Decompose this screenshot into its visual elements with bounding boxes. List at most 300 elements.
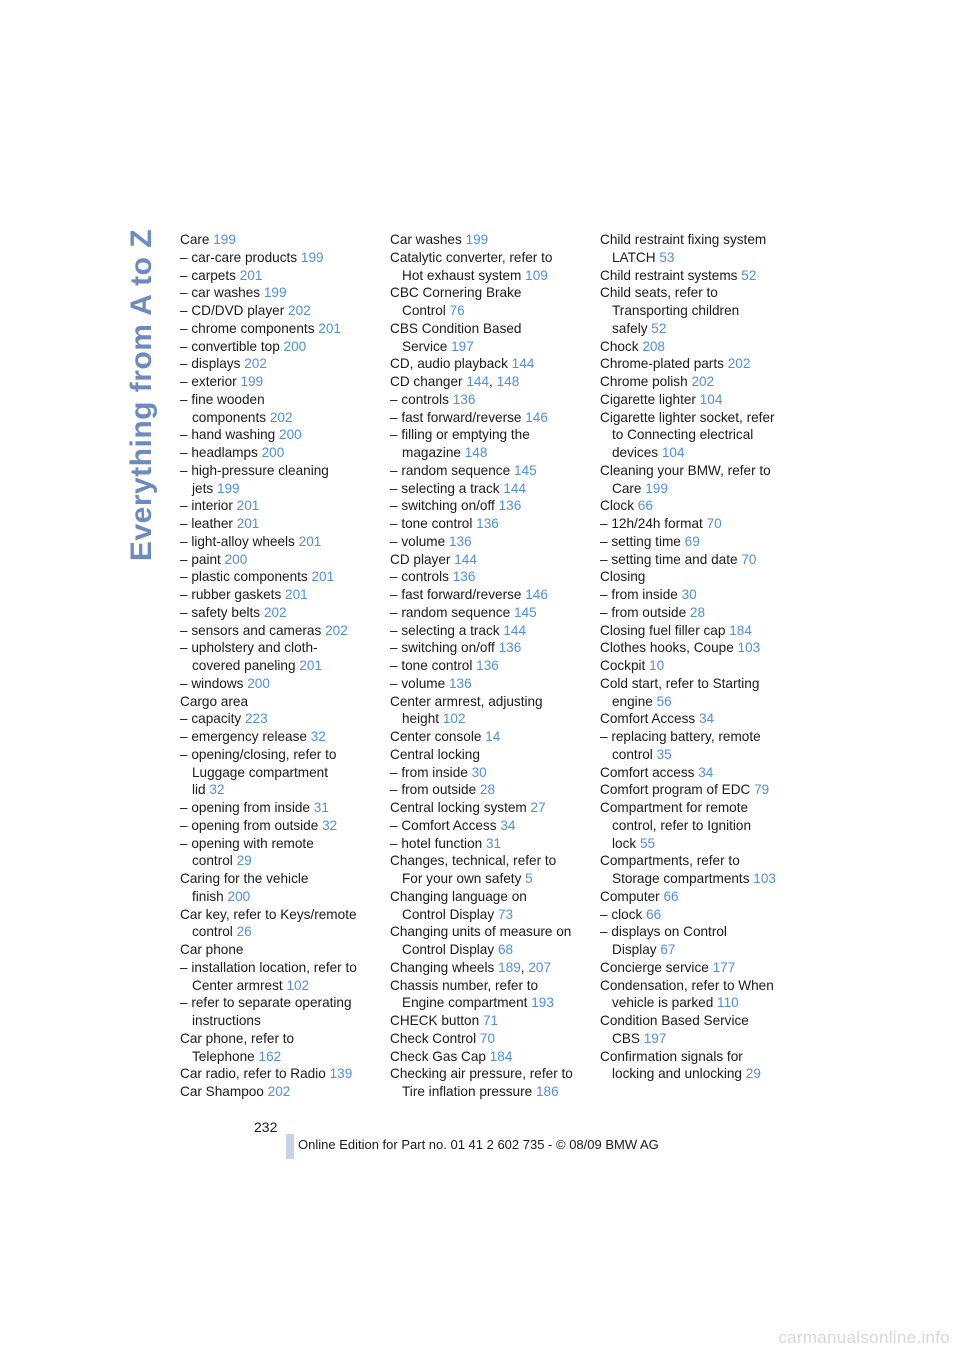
- page-link[interactable]: 79: [754, 782, 770, 798]
- page-link[interactable]: 201: [285, 587, 308, 602]
- watermark: carmanualsonline.info: [778, 1328, 950, 1347]
- index-entry-text: Child seats, refer to: [600, 285, 718, 301]
- index-entry-text: Check Gas Cap: [390, 1048, 486, 1064]
- page-link[interactable]: 32: [310, 729, 326, 744]
- index-entry-text: Care: [612, 480, 642, 496]
- index-entry-text: Cigarette lighter socket, refer: [600, 409, 775, 425]
- index-entry-text: – plastic components: [180, 569, 308, 585]
- index-entry: [180, 906, 380, 942]
- page-link[interactable]: 136: [498, 640, 522, 656]
- index-entry-text: Compartments, refer to: [600, 853, 740, 869]
- page-link[interactable]: 103: [737, 640, 761, 656]
- index-entry-line: [180, 693, 380, 711]
- index-entry-line: [390, 586, 590, 604]
- page-link[interactable]: 144: [466, 374, 490, 389]
- index-entry-text: – headlamps: [180, 445, 258, 460]
- index-entry-line: [180, 1065, 380, 1083]
- index-entry-line: [390, 1048, 590, 1066]
- index-entry-text: – CD/DVD player: [180, 303, 285, 318]
- page-link[interactable]: 193: [531, 995, 554, 1011]
- page-link[interactable]: 202: [691, 374, 715, 389]
- index-entry: [390, 320, 590, 356]
- page-link[interactable]: 202: [288, 303, 311, 318]
- index-entry-line: [180, 675, 380, 693]
- page-link[interactable]: 55: [639, 835, 656, 851]
- index-entry-text: Car key, refer to Keys/remote: [180, 906, 357, 922]
- index-entry-line: [390, 231, 590, 249]
- index-entry-line: [390, 1030, 590, 1048]
- page-link[interactable]: 201: [298, 533, 322, 549]
- page-link[interactable]: 28: [689, 604, 706, 620]
- index-entry-line: [600, 284, 800, 302]
- index-entry: [600, 515, 800, 533]
- index-entry-line: [390, 551, 590, 569]
- page-link[interactable]: 202: [269, 409, 293, 425]
- index-entry-text: Engine compartment: [402, 995, 528, 1011]
- index-entry-text: Confirmation signals for: [600, 1048, 743, 1064]
- index-entry-text: Car washes: [390, 232, 462, 247]
- index-entry-line: [600, 870, 800, 888]
- index-entry-text: CBC Cornering Brake: [390, 285, 522, 301]
- page-link[interactable]: 201: [236, 498, 260, 514]
- index-entry-line: [600, 586, 800, 604]
- page-link[interactable]: 189: [498, 959, 521, 975]
- page-link[interactable]: 28: [479, 782, 496, 798]
- index-entry-line: [180, 462, 380, 480]
- index-entry: [390, 533, 590, 551]
- index-entry: [180, 799, 380, 817]
- index-entry-text: control: [192, 853, 233, 869]
- index-entry-line: [600, 906, 800, 924]
- page-link[interactable]: 144: [503, 622, 527, 638]
- index-entry: [600, 657, 800, 675]
- index-entry-line: [180, 710, 380, 728]
- index-entry-line: [600, 568, 800, 586]
- index-entry: [600, 888, 800, 906]
- index-entry-line: [180, 977, 380, 995]
- page-link[interactable]: 35: [656, 746, 672, 762]
- page-link[interactable]: 136: [476, 658, 499, 673]
- index-entry-text: height: [402, 711, 440, 727]
- page-link[interactable]: 68: [497, 942, 514, 957]
- page-link[interactable]: 199: [465, 232, 489, 247]
- page-link[interactable]: 30: [681, 587, 697, 602]
- index-entry-line: [600, 1048, 800, 1066]
- index-entry-line: [600, 799, 800, 817]
- index-entry-text: – car washes: [180, 285, 261, 301]
- index-entry-line: [390, 817, 590, 835]
- index-entry-text: – replacing battery, remote: [600, 729, 761, 744]
- page-link[interactable]: 31: [313, 800, 329, 815]
- index-entry-line: [390, 639, 590, 657]
- page-link[interactable]: 208: [642, 338, 665, 354]
- index-entry: [600, 906, 800, 924]
- page-link[interactable]: 136: [452, 391, 476, 407]
- index-entry-text: – selecting a track: [390, 622, 500, 638]
- index-entry-line: [180, 994, 380, 1012]
- index-entry-line: [390, 835, 590, 853]
- index-entry-line: [390, 764, 590, 782]
- page-link[interactable]: 10: [649, 658, 665, 673]
- index-entry: [600, 1048, 800, 1084]
- index-entry: [180, 1065, 380, 1083]
- index-entry-text: – windows: [180, 675, 244, 691]
- index-entry-text: – leather: [180, 516, 233, 531]
- page-link[interactable]: 199: [300, 249, 324, 265]
- index-entry-text: – fast forward/reverse: [390, 409, 522, 425]
- page-link[interactable]: 27: [530, 800, 546, 815]
- index-entry: [390, 604, 590, 622]
- index-entry-line: [600, 657, 800, 675]
- index-entry-text: safely: [612, 320, 648, 336]
- index-entry-text: – from outside: [600, 604, 687, 620]
- page-link[interactable]: 52: [651, 320, 667, 336]
- index-entry-text: – interior: [180, 498, 233, 514]
- index-entry: [180, 551, 380, 569]
- index-entry-text: Changing wheels: [390, 959, 495, 975]
- index-entry-line: [600, 373, 800, 391]
- index-entry: [180, 284, 380, 302]
- index-entry: [390, 977, 590, 1013]
- footer-accent-bar: [286, 1134, 294, 1159]
- index-entry-text: control: [192, 924, 233, 940]
- index-entry-text: LATCH: [612, 249, 656, 265]
- page-link[interactable]: 202: [263, 604, 287, 620]
- index-entry-line: [390, 852, 590, 870]
- page-link[interactable]: 76: [449, 303, 465, 318]
- index-entry-text: – Comfort Access: [390, 817, 497, 833]
- index-entry: [180, 746, 380, 799]
- index-entry-line: [600, 977, 800, 995]
- index-entry-line: [390, 799, 590, 817]
- index-entry-text: Center armrest: [192, 977, 283, 993]
- index-entry-text: Checking air pressure, refer to: [390, 1066, 573, 1082]
- index-entry-text: – refer to separate operating: [180, 995, 352, 1011]
- page-link[interactable]: 102: [442, 711, 466, 727]
- index-entry-text: Transporting children: [612, 303, 740, 318]
- index-entry-line: [390, 409, 590, 427]
- index-entry-text: – opening with remote: [180, 835, 314, 851]
- page-link[interactable]: 144: [503, 480, 527, 496]
- index-entry-line: [180, 444, 380, 462]
- index-column-2: [390, 231, 590, 1101]
- page-link[interactable]: 136: [448, 533, 472, 549]
- index-entry-text: Closing: [600, 569, 646, 585]
- page-link[interactable]: 32: [209, 782, 225, 798]
- index-entry-text: to Connecting electrical: [612, 427, 754, 443]
- index-entry-text: Cleaning your BMW, refer to: [600, 462, 771, 478]
- page-link[interactable]: 200: [247, 675, 270, 691]
- index-entry-line: [180, 426, 380, 444]
- index-entry-text: – volume: [390, 533, 446, 549]
- index-entry-line: [390, 426, 590, 444]
- index-entry: [180, 835, 380, 871]
- page-link[interactable]: 200: [261, 445, 285, 460]
- index-entry-text: Car phone: [180, 942, 244, 957]
- page-link[interactable]: 200: [224, 551, 248, 567]
- page-number: 232: [254, 1119, 278, 1135]
- page-separator: ,: [520, 959, 525, 975]
- page-link[interactable]: 202: [727, 356, 751, 372]
- index-entry-line: [390, 959, 590, 977]
- page-link[interactable]: 145: [513, 604, 537, 620]
- page-link[interactable]: 223: [245, 711, 268, 727]
- page-link[interactable]: 136: [476, 516, 499, 531]
- index-entry: [390, 409, 590, 427]
- index-entry: [390, 551, 590, 569]
- page-link[interactable]: 199: [263, 285, 287, 301]
- page-link[interactable]: 31: [485, 835, 502, 851]
- index-entry: [180, 604, 380, 622]
- index-entry: [600, 462, 800, 498]
- index-entry-text: Condensation, refer to When: [600, 977, 774, 993]
- page-link[interactable]: 207: [528, 959, 552, 975]
- page-link[interactable]: 144: [511, 356, 535, 372]
- index-entry-text: Changes, technical, refer to: [390, 853, 557, 869]
- page-link[interactable]: 199: [216, 480, 240, 496]
- index-entry-line: [180, 373, 380, 391]
- page-link[interactable]: 202: [325, 622, 348, 638]
- page-link[interactable]: 109: [525, 267, 548, 283]
- page-link[interactable]: 177: [712, 959, 736, 975]
- page-link[interactable]: 201: [299, 658, 323, 673]
- page-link[interactable]: 104: [661, 445, 685, 460]
- index-entry: [180, 941, 380, 959]
- page-link[interactable]: 34: [698, 711, 715, 727]
- index-entry-line: [600, 302, 800, 320]
- index-entry-text: Child restraint systems: [600, 267, 738, 283]
- index-entry-line: [180, 568, 380, 586]
- index-entry-text: – fine wooden: [180, 391, 265, 407]
- index-entry: [600, 586, 800, 604]
- page-link[interactable]: 201: [236, 516, 260, 531]
- side-title-text: Everything from A to Z: [125, 228, 158, 562]
- index-entry-text: – chrome components: [180, 320, 315, 336]
- index-entry: [180, 373, 380, 391]
- page-link[interactable]: 29: [745, 1066, 761, 1082]
- page-link[interactable]: 136: [448, 675, 472, 691]
- page-link[interactable]: 32: [322, 817, 338, 833]
- page-link[interactable]: 200: [283, 338, 307, 354]
- index-entry-line: [600, 746, 800, 764]
- index-entry-line: [180, 231, 380, 249]
- page-link[interactable]: 197: [643, 1030, 667, 1046]
- index-entry-line: [180, 923, 380, 941]
- page-link[interactable]: 148: [464, 445, 488, 460]
- index-entry-line: [180, 586, 380, 604]
- index-entry: [180, 994, 380, 1030]
- page-link[interactable]: 146: [525, 409, 548, 425]
- index-entry-text: – opening/closing, refer to: [180, 746, 337, 762]
- index-entry-line: [600, 1065, 800, 1083]
- index-entry-text: – tone control: [390, 658, 473, 673]
- index-entry: [180, 817, 380, 835]
- index-entry-text: – displays on Control: [600, 924, 727, 940]
- index-entry-text: CD changer: [390, 374, 463, 389]
- index-entry-line: [600, 480, 800, 498]
- index-entry-line: [600, 338, 800, 356]
- page-link[interactable]: 202: [244, 356, 267, 372]
- index-entry-text: CD, audio playback: [390, 356, 508, 372]
- index-entry-text: Check Control: [390, 1030, 477, 1046]
- page-link[interactable]: 70: [741, 551, 757, 567]
- index-entry-line: [180, 284, 380, 302]
- index-entry-line: [180, 1048, 380, 1066]
- index-entry-text: – clock: [600, 906, 643, 922]
- page-link[interactable]: 200: [279, 427, 302, 443]
- page-link[interactable]: 201: [311, 569, 335, 585]
- index-entry-line: [390, 355, 590, 373]
- page-link[interactable]: 148: [496, 374, 520, 389]
- index-entry-text: Cigarette lighter: [600, 391, 696, 407]
- page-link[interactable]: 104: [699, 391, 723, 407]
- index-entry: [390, 852, 590, 888]
- index-entry-line: [390, 604, 590, 622]
- index-entry: [180, 320, 380, 338]
- page-link[interactable]: 184: [489, 1048, 513, 1064]
- page-link[interactable]: 202: [267, 1084, 291, 1099]
- page-link[interactable]: 139: [329, 1066, 353, 1082]
- index-entry-line: [390, 994, 590, 1012]
- page-link[interactable]: 71: [482, 1013, 499, 1028]
- index-entry: [600, 338, 800, 356]
- page-link[interactable]: 70: [706, 516, 722, 531]
- page-link[interactable]: 30: [471, 764, 487, 780]
- page-link[interactable]: 199: [240, 374, 264, 389]
- index-entry: [600, 764, 800, 782]
- index-entry-line: [180, 959, 380, 977]
- page-link[interactable]: 110: [717, 995, 739, 1011]
- index-entry-text: – carpets: [180, 267, 236, 283]
- index-entry: [390, 675, 590, 693]
- index-entry-line: [600, 888, 800, 906]
- page-link[interactable]: 162: [258, 1048, 282, 1064]
- index-entry-text: CHECK button: [390, 1013, 480, 1028]
- page-link[interactable]: 66: [637, 498, 653, 514]
- index-entry-line: [600, 1012, 800, 1030]
- page-link[interactable]: 197: [451, 338, 474, 354]
- index-entry: [390, 284, 590, 320]
- index-entry: [390, 693, 590, 729]
- index-entry: [390, 586, 590, 604]
- index-entry-line: [600, 764, 800, 782]
- index-entry-text: – random sequence: [390, 462, 511, 478]
- index-entry-line: [390, 462, 590, 480]
- index-entry: [390, 923, 590, 959]
- page-link[interactable]: 73: [497, 906, 514, 922]
- page-link[interactable]: 201: [239, 267, 263, 283]
- index-entry-line: [180, 622, 380, 640]
- page-link[interactable]: 67: [660, 942, 676, 957]
- page-link[interactable]: 200: [227, 888, 251, 904]
- index-entry-line: [600, 728, 800, 746]
- index-entry-text: Cockpit: [600, 658, 646, 673]
- index-entry-line: [180, 835, 380, 853]
- index-entry-text: Comfort Access: [600, 711, 696, 727]
- page-link[interactable]: 201: [318, 320, 341, 336]
- index-entry: [390, 462, 590, 480]
- index-entry-line: [390, 497, 590, 515]
- index-entry: [600, 409, 800, 462]
- page-link[interactable]: 184: [729, 622, 752, 638]
- index-entry-line: [390, 693, 590, 711]
- page-link[interactable]: 5: [525, 871, 533, 886]
- page-link[interactable]: 66: [646, 906, 662, 922]
- page-link[interactable]: 136: [498, 498, 522, 514]
- page-link[interactable]: 56: [656, 693, 672, 709]
- index-entry: [390, 355, 590, 373]
- page-link[interactable]: 186: [535, 1084, 559, 1099]
- page-link[interactable]: 34: [698, 764, 714, 780]
- index-entry: [180, 249, 380, 267]
- index-entry-line: [600, 391, 800, 409]
- index-entry: [600, 533, 800, 551]
- index-entry-text: – from inside: [600, 587, 678, 602]
- index-entry-line: [600, 994, 800, 1012]
- index-entry-line: [600, 639, 800, 657]
- index-entry-line: [600, 320, 800, 338]
- index-entry-text: – emergency release: [180, 729, 307, 744]
- index-entry-line: [390, 320, 590, 338]
- index-entry-line: [390, 302, 590, 320]
- page-link[interactable]: 145: [513, 462, 537, 478]
- page-link[interactable]: 14: [485, 729, 501, 744]
- index-entry: [180, 533, 380, 551]
- index-entry: [600, 1012, 800, 1048]
- index-entry-line: [180, 1012, 380, 1030]
- index-entry: [390, 1030, 590, 1048]
- page-link[interactable]: 136: [452, 569, 476, 585]
- page-link[interactable]: 144: [454, 551, 477, 567]
- index-entry: [390, 249, 590, 285]
- index-entry: [390, 746, 590, 764]
- index-entry-line: [180, 515, 380, 533]
- index-entry-line: [390, 923, 590, 941]
- index-entry-line: [390, 568, 590, 586]
- page-link[interactable]: 34: [500, 817, 516, 833]
- page-link[interactable]: 199: [645, 480, 668, 496]
- index-entry-text: Clothes hooks, Coupe: [600, 640, 734, 656]
- index-entry-text: Car Shampoo: [180, 1084, 264, 1099]
- page-link[interactable]: 52: [741, 267, 757, 283]
- index-entry-line: [600, 409, 800, 427]
- page-link[interactable]: 53: [659, 249, 675, 265]
- page-link[interactable]: 26: [236, 924, 252, 940]
- page-link[interactable]: 146: [525, 587, 548, 602]
- index-entry: [390, 888, 590, 924]
- page-link[interactable]: 66: [663, 888, 679, 904]
- index-entry-text: Luggage compartment: [192, 764, 329, 780]
- page-link[interactable]: 199: [213, 232, 236, 247]
- index-entry-line: [390, 1065, 590, 1083]
- index-entry-text: – random sequence: [390, 604, 511, 620]
- index-entry-text: locking and unlocking: [612, 1066, 742, 1082]
- index-entry-line: [600, 852, 800, 870]
- index-entry-text: lock: [612, 835, 637, 851]
- page-link[interactable]: 69: [684, 533, 700, 549]
- index-entry: [180, 870, 380, 906]
- index-entry-text: – safety belts: [180, 604, 261, 620]
- index-entry-text: Control Display: [402, 906, 495, 922]
- page-link[interactable]: 102: [286, 977, 310, 993]
- index-entry: [390, 959, 590, 977]
- page-link[interactable]: 29: [236, 853, 252, 869]
- page-link[interactable]: 70: [479, 1030, 496, 1046]
- index-entry-text: – setting time and date: [600, 551, 738, 567]
- page-link[interactable]: 103: [753, 871, 776, 886]
- index-entry: [600, 799, 800, 852]
- index-entry-text: Condition Based Service: [600, 1013, 749, 1028]
